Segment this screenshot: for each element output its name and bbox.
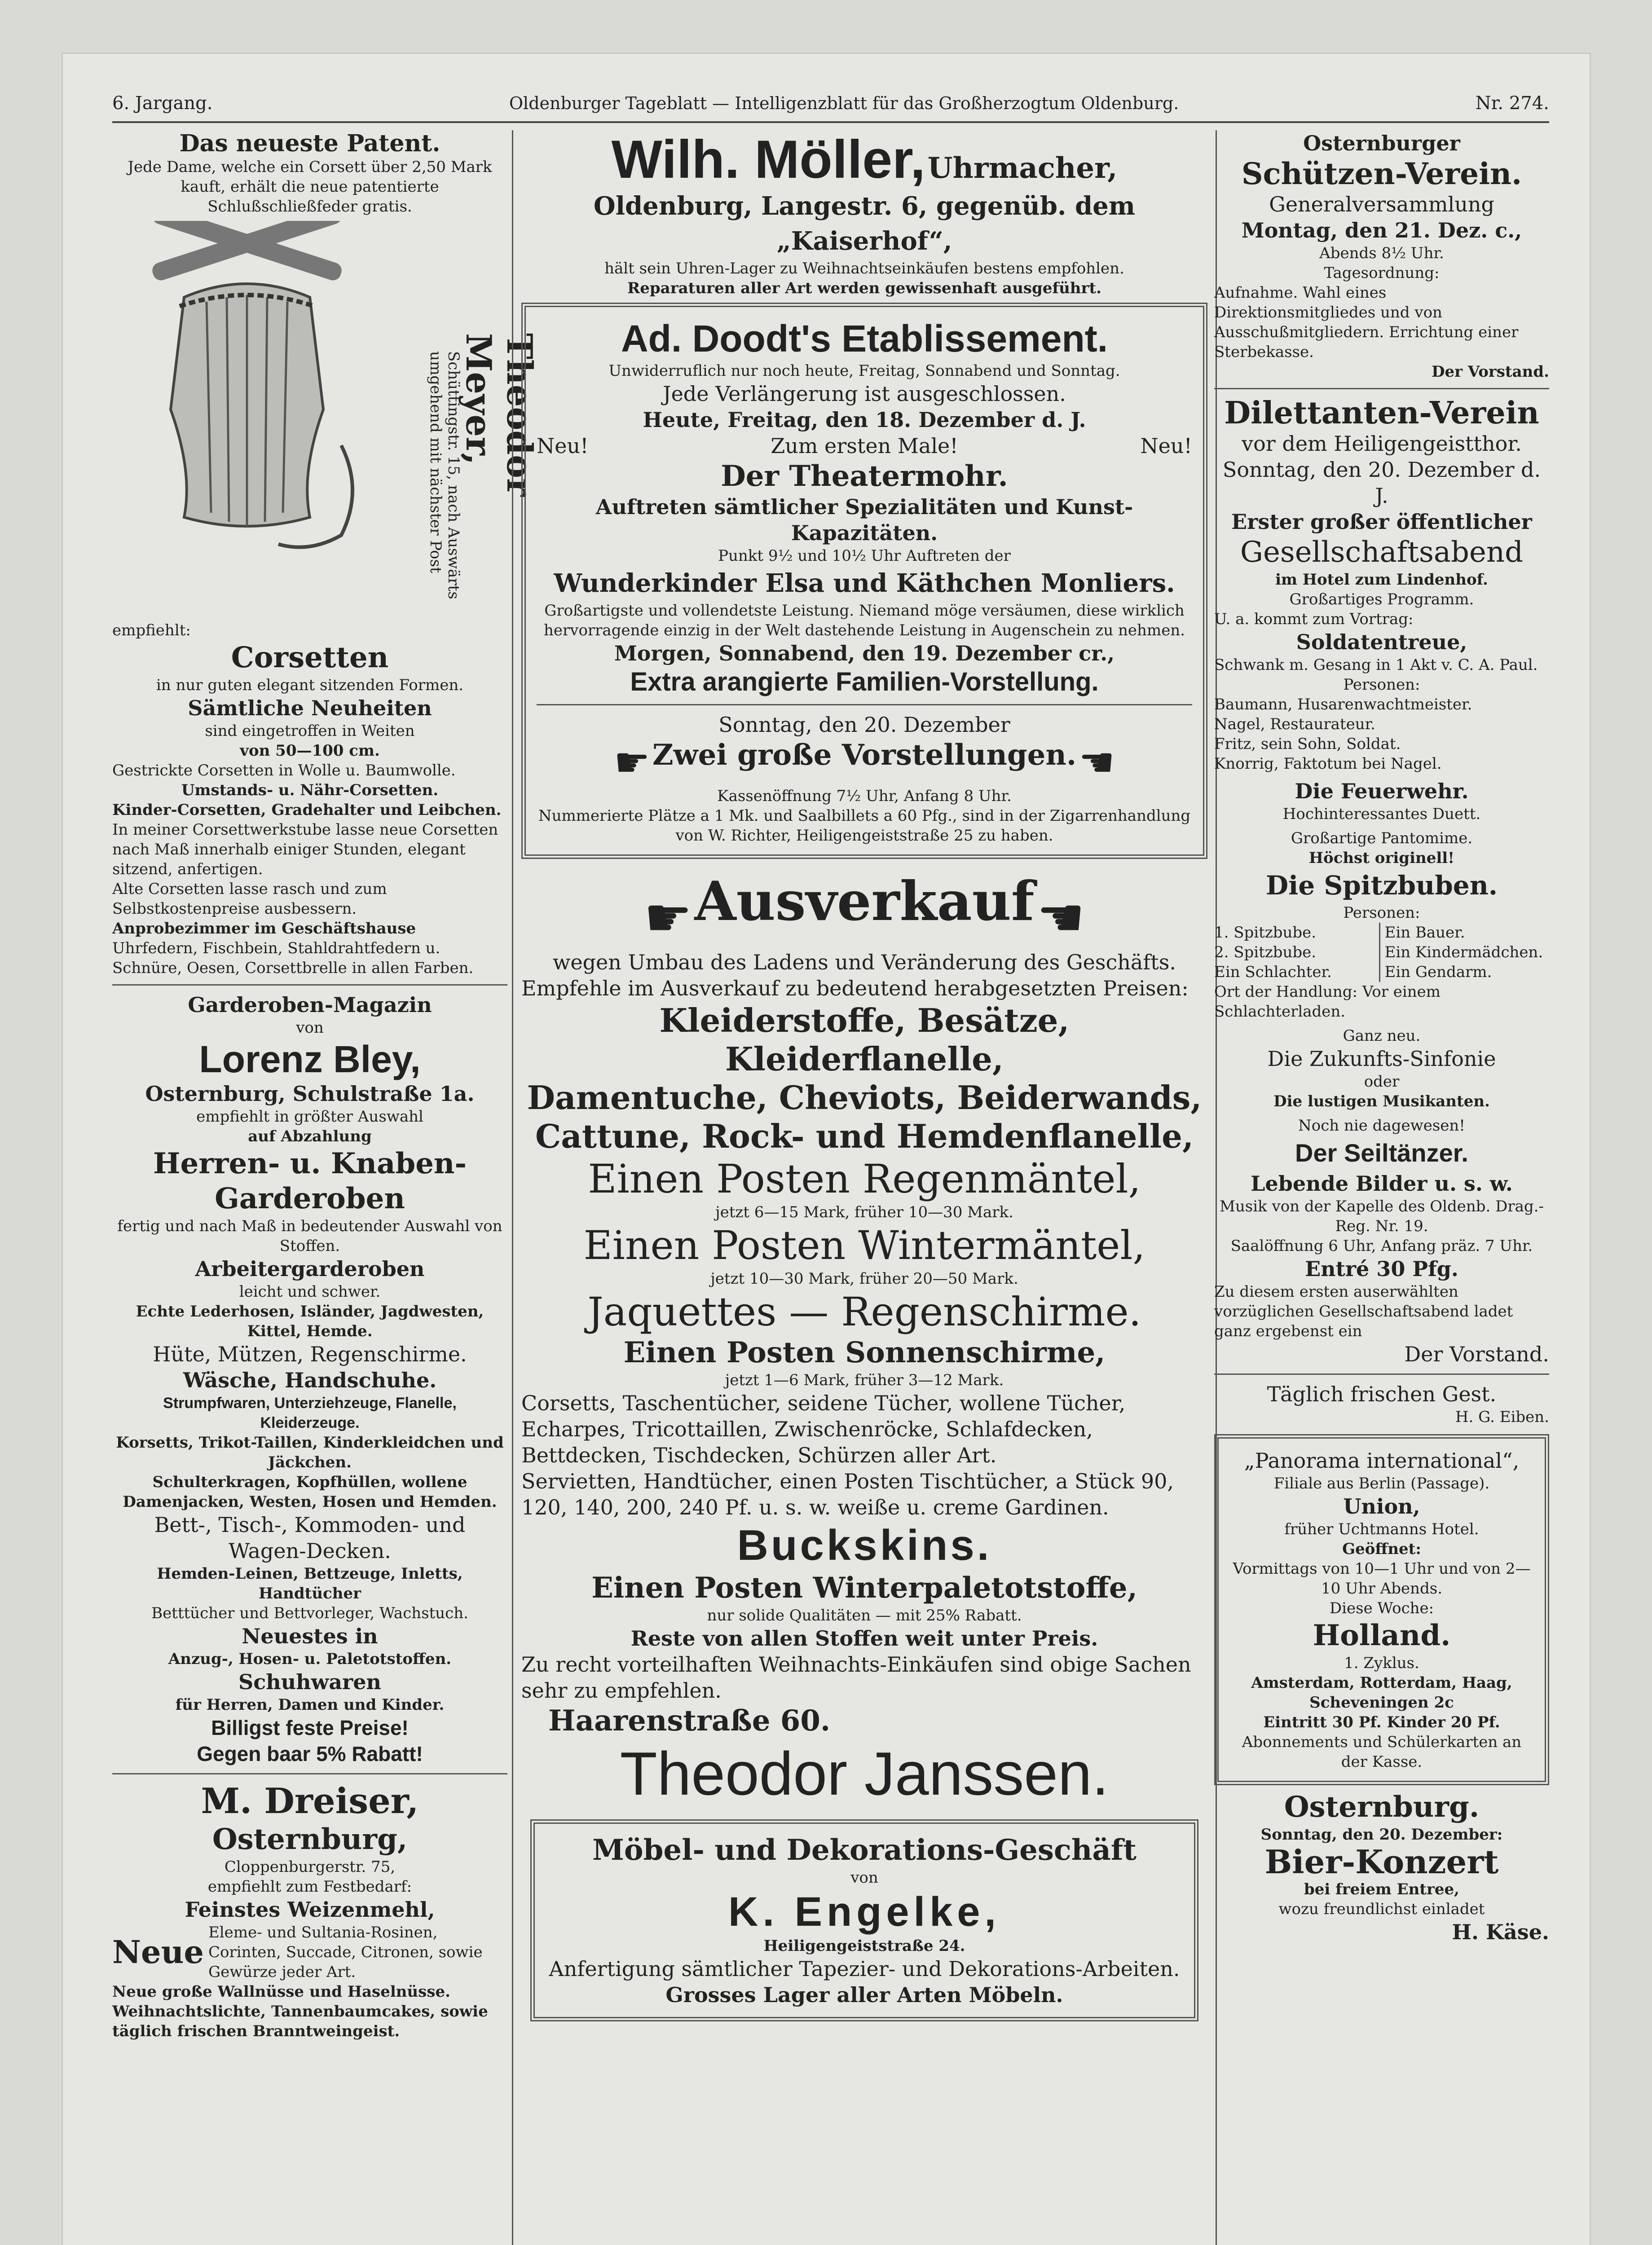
corsetten-line: Uhrfedern, Fischbein, Stahldrahtfedern u. Schnüre, Oesen, Corsettbrelle in allen Farben. (112, 939, 474, 977)
doodt-line: Nummerierte Plätze a 1 Mk. und Saalbillets a 60 Pfg., sind in der Zigarrenhandlung von W. Richter, Heiligengeiststraße 25 zu haben. (538, 807, 1191, 845)
cast-role: 1. Spitzbube. (1214, 924, 1317, 942)
garderobe-line: Hüte, Mützen, Regenschirme. (153, 1342, 467, 1366)
doodt-line: Heute, Freitag, den 18. Dezember d. J. (643, 408, 1086, 432)
empfiehlt: empfiehlt: (112, 621, 191, 639)
column-middle (512, 130, 1217, 2245)
divider (112, 984, 507, 986)
corset-ad (112, 216, 540, 621)
garderobe-line: Betttücher und Bettvorleger, Wachstuch. (151, 1604, 468, 1622)
divider (537, 704, 1192, 705)
dilett-line: vor dem Heiligengeistthor. (1242, 431, 1522, 456)
garderobe-name: Lorenz Bley, (199, 1038, 421, 1080)
kaese-line: Sonntag, den 20. Dezember: (1260, 1826, 1503, 1844)
kaese-line: wozu freundlichst einladet (1278, 1900, 1485, 1918)
ausverkauf-line: Empfehle im Ausverkauf zu bedeutend herabgesetzten Preisen: (521, 976, 1189, 1000)
ausverkauf-line: Einen Posten Sonnenschirme, (623, 1336, 1106, 1369)
engelke-line: Möbel- und Dekorations-Geschäft (592, 1833, 1137, 1867)
dilett-line: Der Seiltänzer. (1295, 1139, 1468, 1167)
patent-text: Jede Dame, welche ein Corsett über 2,50 Mark kauft, erhält die neue patentierte Schlußschließfeder gratis. (128, 158, 492, 216)
cast-right (1380, 923, 1550, 982)
dreiser-neue-block (112, 1923, 507, 1982)
dilett-line: Erster großer öffentlicher (1231, 510, 1532, 534)
garderobe-line: Billigst feste Preise! (211, 1716, 409, 1739)
moeller-trade: Uhrmacher, (927, 151, 1118, 185)
schuetzen-line: Schützen-Verein. (1241, 156, 1522, 191)
corsetten-line: Sämtliche Neuheiten (188, 696, 432, 720)
dreiser-neue: Neue (112, 1933, 204, 1971)
garderobe-line: Echte Lederhosen, Isländer, Jagdwesten, Kittel, Hemde. (136, 1303, 484, 1340)
doodt-ad (521, 303, 1207, 859)
doodt-vorstellungen-row (537, 738, 1192, 786)
patent-title: Das neueste Patent. (179, 130, 441, 157)
ausverkauf-line: Kleiderstoffe, Besätze, Kleiderflanelle, (659, 1001, 1070, 1078)
garderobe-line: fertig und nach Maß in bedeutender Auswahl von Stoffen. (117, 1217, 502, 1255)
header-number: Nr. 274. (1475, 93, 1549, 114)
dilett-line: Der Vorstand. (1404, 1342, 1549, 1366)
doodt-neu-row (537, 433, 1192, 459)
dilett-line: Großartiges Programm. (1289, 590, 1474, 608)
dilett-line: Lebende Bilder u. s. w. (1251, 1171, 1513, 1196)
engelke-von: von (850, 1869, 878, 1887)
garderobe-line: Korsetts, Trikot-Taillen, Kinderkleidchen und Jäckchen. (116, 1434, 504, 1471)
garderobe-line: Hemden-Leinen, Bettzeuge, Inletts, Handtücher (157, 1565, 463, 1602)
dilett-line: Großartige Pantomime. (1291, 829, 1473, 847)
ausverkauf-line: Einen Posten Wintermäntel, (583, 1222, 1145, 1268)
ausverkauf-line: Damentuche, Cheviots, Beiderwands, (527, 1078, 1202, 1117)
dilett-line: Nagel, Restaurateur. (1214, 715, 1375, 733)
schuetzen-line: Der Vorstand. (1432, 363, 1549, 381)
moeller-line: Reparaturen aller Art werden gewissenhaft ausgeführt. (627, 279, 1101, 297)
panorama-line: „Panorama international“, (1244, 1448, 1520, 1473)
dreiser-place: Osternburg, (212, 1822, 408, 1856)
schuetzen-line: Montag, den 21. Dez. c., (1241, 218, 1522, 242)
kaese-line: H. Käse. (1452, 1920, 1549, 1944)
panorama-line: Abonnements und Schülerkarten an der Kasse. (1242, 1733, 1522, 1771)
engelke-line: Grosses Lager aller Arten Möbeln. (665, 1983, 1063, 2007)
ausverkauf-heading (521, 868, 1207, 949)
dilett-line: Fritz, sein Sohn, Soldat. (1214, 735, 1401, 753)
schuetzen-line: Aufnahme. Wahl eines Direktionsmitgliedes und von Ausschußmitgliedern. Errichtung einer Sterbekasse. (1214, 284, 1519, 361)
garderobe-line: Herren- u. Knaben-Garderoben (153, 1147, 467, 1215)
ausverkauf-line: Einen Posten Regenmäntel, (588, 1156, 1141, 1202)
doodt-line: Zum ersten Male! (771, 434, 958, 458)
dreiser-line: Neue große Wallnüsse und Haselnüsse. Weihnachtslichte, Tannenbaumcakes, sowie täglich frischen Branntweingeist. (112, 1983, 488, 2040)
page-header (112, 85, 1549, 123)
eiben-line: Täglich frischen Gest. (1267, 1382, 1497, 1406)
ausverkauf-title: Ausverkauf (694, 870, 1035, 933)
panorama-line: Union, (1343, 1494, 1420, 1519)
doodt-neu: Neu! (537, 434, 589, 458)
garderobe-line: empfiehlt in größter Auswahl (196, 1108, 423, 1126)
dilett-line: Gesellschaftsabend (1240, 536, 1524, 569)
ausverkauf-line: Cattune, Rock- und Hemdenflanelle, (535, 1117, 1194, 1155)
doodt-line: Morgen, Sonnabend, den 19. Dezember cr., (614, 641, 1115, 665)
dilett-line: Die Feuerwehr. (1295, 779, 1469, 803)
ausverkauf-line: jetzt 6—15 Mark, früher 10—30 Mark. (715, 1203, 1013, 1221)
panorama-line: Amsterdam, Rotterdam, Haag, Scheveningen 2c (1251, 1674, 1512, 1712)
doodt-title: Ad. Doodt's Etablissement. (621, 317, 1108, 360)
pointing-hand-icon: ☛ (643, 887, 692, 949)
dilett-line: Soldatentreue, (1296, 630, 1467, 654)
corsetten-line: Anprobezimmer im Geschäftshause (112, 920, 416, 938)
cast-role: Ein Bauer. (1384, 924, 1465, 942)
schuetzen-line: Generalversammlung (1269, 192, 1494, 216)
dilett-line: Saalöffnung 6 Uhr, Anfang präz. 7 Uhr. (1230, 1237, 1533, 1255)
garderobe-line: Bett-, Tisch-, Kommoden- und Wagen-Decken. (154, 1513, 466, 1563)
garderobe-von: von (296, 1019, 324, 1037)
janssen-name: Theodor Janssen. (620, 1739, 1109, 1808)
vertical-address: Schüttingstr. 15, nach Auswärts umgehend mit nächster Post (427, 351, 463, 599)
garderobe-line: Anzug-, Hosen- u. Paletotstoffen. (168, 1650, 452, 1668)
moeller-address: Oldenburg, Langestr. 6, gegenüb. dem „Kaiserhof“, (593, 191, 1136, 256)
garderobe-line: Strumpfwaren, Unterziehzeuge, Flanelle, Kleiderzeuge. (163, 1395, 457, 1431)
cast-role: Ein Kindermädchen. (1384, 943, 1543, 961)
dilett-line: Hochinteressantes Duett. (1282, 805, 1481, 823)
panorama-line: Eintritt 30 Pf. Kinder 20 Pf. (1263, 1713, 1500, 1731)
dilett-line: oder (1364, 1073, 1400, 1091)
dilett-cast (1214, 923, 1549, 982)
doodt-line: Jede Verlängerung ist ausgeschlossen. (663, 382, 1066, 406)
ausverkauf-line: Haarenstraße 60. (548, 1704, 831, 1738)
cast-role: 2. Spitzbube. (1214, 943, 1317, 961)
dilett-line: Musik von der Kapelle des Oldenb. Drag.-Reg. Nr. 19. (1220, 1197, 1544, 1235)
doodt-line: Wunderkinder Elsa und Käthchen Monliers. (554, 568, 1175, 598)
doodt-line: Großartigste und vollendetste Leistung. Niemand möge versäumen, diese wirklich hervorragende einzig in der Welt dastehende Leistung in Augenschein zu nehmen. (543, 602, 1185, 639)
dreiser-line: empfiehlt zum Festbedarf: (207, 1878, 412, 1896)
dilett-line: Noch nie dagewesen! (1298, 1117, 1465, 1135)
garderobe-line: Wäsche, Handschuhe. (183, 1368, 437, 1392)
garderobe-line: auf Abzahlung (248, 1127, 372, 1145)
ausverkauf-line: nur solide Qualitäten — mit 25% Rabatt. (707, 1607, 1022, 1624)
dilett-line: Ganz neu. (1343, 1027, 1421, 1045)
panorama-line: Holland. (1313, 1619, 1451, 1652)
corsetten-line: von 50—100 cm. (240, 742, 380, 760)
kaese-line: Bier-Konzert (1264, 1843, 1499, 1881)
ausverkauf-line: Zu recht vorteilhaften Weihnachts-Einkäufen sind obige Sachen sehr zu empfehlen. (521, 1652, 1191, 1703)
dilett-line: Sonntag, den 20. Dezember d. J. (1222, 458, 1541, 508)
schuetzen-line: Osternburger (1303, 131, 1460, 155)
column-right (1208, 130, 1549, 1945)
pointing-hand-icon: ☛ (614, 739, 650, 786)
corsetten-line: Umstands- u. Nähr-Corsetten. (181, 781, 439, 799)
dilett-line: Die Spitzbuben. (1265, 870, 1498, 901)
moeller-line: hält sein Uhren-Lager zu Weihnachtseinkäufen bestens empfohlen. (604, 260, 1124, 277)
garderobe-line: leicht und schwer. (239, 1283, 381, 1301)
vertical-name: Theodor Meyer, (458, 333, 540, 497)
doodt-line: Der Theatermohr. (721, 459, 1008, 493)
panorama-line: Filiale aus Berlin (Passage). (1273, 1475, 1490, 1492)
garderobe-line: für Herren, Damen und Kinder. (175, 1696, 445, 1714)
dreiser-name: M. Dreiser, (201, 1781, 419, 1822)
pointing-hand-icon: ☚ (1079, 739, 1115, 786)
doodt-line: Auftreten sämtlicher Spezialitäten und Kunst-Kapazitäten. (595, 495, 1133, 545)
moeller-ad (521, 130, 1207, 189)
cast-role: Ein Gendarm. (1384, 963, 1492, 981)
ausverkauf-line: Buckskins. (737, 1521, 992, 1569)
pointing-hand-icon: ☚ (1036, 887, 1085, 949)
ausverkauf-line: Corsetts, Taschentücher, seidene Tücher, wollene Tücher, Echarpes, Tricottaillen, Zwischenröcke, Schlafdecken, Bettdecken, Tischdecken, Schürzen aller Art. (521, 1391, 1126, 1467)
garderobe-line: Arbeitergarderoben (195, 1257, 425, 1281)
panorama-line: Vormittags von 10—1 Uhr und von 2—10 Uhr Abends. (1233, 1560, 1531, 1598)
dilett-line: Personen: (1343, 904, 1420, 922)
doodt-line: Sonntag, den 20. Dezember (718, 713, 1010, 737)
cast-left (1214, 923, 1380, 982)
panorama-line: Diese Woche: (1329, 1599, 1434, 1617)
corsetten-line: Alte Corsetten lasse rasch und zum Selbstkostenpreise ausbessern. (112, 880, 387, 918)
moeller-name: Wilh. Möller, (611, 129, 925, 189)
dilett-line: Höchst originell! (1308, 849, 1455, 867)
ausverkauf-line: Einen Posten Winterpaletotstoffe, (591, 1571, 1137, 1605)
doodt-line: Unwiderruflich nur noch heute, Freitag, Sonnabend und Sonntag. (608, 362, 1120, 380)
ausverkauf-line: jetzt 10—30 Mark, früher 20—50 Mark. (710, 1270, 1018, 1288)
garderobe-line: Neuestes in (242, 1624, 378, 1648)
dilett-line: Baumann, Husarenwachtmeister. (1214, 696, 1472, 713)
dilett-line: Die Zukunfts-Sinfonie (1267, 1047, 1496, 1071)
corsetten-line: in nur guten elegant sitzenden Formen. (156, 676, 464, 694)
dilett-line: Ort der Handlung: Vor einem Schlachterladen. (1214, 983, 1441, 1021)
garderobe-title: Garderoben-Magazin (188, 993, 432, 1017)
corsetten-title: Corsetten (231, 641, 389, 674)
divider (1214, 1373, 1549, 1375)
engelke-name: K. Engelke, (728, 1889, 1000, 1935)
dreiser-line: Eleme- und Sultania-Rosinen, Corinten, Succade, Citronen, sowie Gewürze jeder Art. (208, 1924, 483, 1981)
panorama-line: 1. Zyklus. (1344, 1654, 1419, 1672)
garderobe-line: Gegen baar 5% Rabatt! (197, 1742, 423, 1765)
dreiser-address: Cloppenburgerstr. 75, (224, 1858, 396, 1876)
garderobe-address: Osternburg, Schulstraße 1a. (145, 1082, 475, 1106)
dilett-line: Knorrig, Faktotum bei Nagel. (1214, 755, 1442, 773)
kaese-line: Osternburg. (1284, 1790, 1480, 1824)
corsetten-line: Kinder-Corsetten, Gradehalter und Leibchen. (112, 801, 502, 819)
engelke-line: Anfertigung sämtlicher Tapezier- und Dekorations-Arbeiten. (549, 1957, 1180, 1981)
dilett-line: Entré 30 Pfg. (1305, 1257, 1458, 1281)
schuetzen-line: Abends 8½ Uhr. (1319, 244, 1444, 262)
eiben-line: H. G. Eiben. (1455, 1408, 1549, 1426)
doodt-line: Kassenöffnung 7½ Uhr, Anfang 8 Uhr. (717, 787, 1012, 805)
dilett-line: Die lustigen Musikanten. (1273, 1092, 1490, 1110)
divider (112, 1773, 507, 1774)
panorama-line: Geöffnet: (1342, 1540, 1421, 1558)
kaese-line: bei freiem Entree, (1304, 1880, 1460, 1898)
cast-role: Ein Schlachter. (1214, 963, 1332, 981)
doodt-neu: Neu! (1140, 434, 1192, 458)
header-volume: 6. Jargang. (112, 93, 213, 114)
dilett-line: Zu diesem ersten auserwählten vorzüglichen Gesellschaftsabend ladet ganz ergebenst ein (1214, 1283, 1513, 1340)
panorama-line: früher Uchtmanns Hotel. (1284, 1520, 1479, 1538)
header-masthead: Oldenburger Tageblatt — Intelligenzblatt für das Großherzogtum Oldenburg. (509, 93, 1179, 113)
schuetzen-line: Tagesordnung: (1324, 264, 1440, 282)
ausverkauf-line: jetzt 1—6 Mark, früher 3—12 Mark. (725, 1371, 1004, 1389)
corsetten-line: sind eingetroffen in Weiten (205, 722, 415, 740)
corset-illustration (130, 221, 364, 562)
divider (1214, 388, 1549, 389)
garderobe-line: Schulterkragen, Kopfhüllen, wollene Damenjacken, Westen, Hosen und Hemden. (123, 1473, 497, 1511)
ausverkauf-line: wegen Umbau des Ladens und Veränderung des Geschäfts. (553, 950, 1176, 974)
doodt-line: Punkt 9½ und 10½ Uhr Auftreten der (718, 547, 1011, 565)
panorama-ad (1214, 1434, 1549, 1785)
doodt-line: Zwei große Vorstellungen. (652, 738, 1077, 772)
corsetten-line: In meiner Corsettwerkstube lasse neue Corsetten nach Maß innerhalb einiger Stunden, elegant sitzend, anfertigen. (112, 821, 498, 878)
ausverkauf-line: Jaquettes — Regenschirme. (587, 1289, 1141, 1335)
garderobe-line: Schuhwaren (238, 1670, 381, 1694)
corsetten-line: Gestrickte Corsetten in Wolle u. Baumwolle. (112, 762, 456, 779)
dilett-line: Schwank m. Gesang in 1 Akt v. C. A. Paul. (1214, 656, 1538, 674)
dreiser-line: Feinstes Weizenmehl, (185, 1897, 435, 1922)
engelke-address: Heiligengeiststraße 24. (763, 1937, 965, 1955)
doodt-line: Extra arangierte Familien-Vorstellung. (630, 667, 1099, 696)
dilett-line: Dilettanten-Verein (1224, 395, 1539, 431)
dilett-line: U. a. kommt zum Vortrag: (1214, 610, 1414, 628)
ausverkauf-line: Reste von allen Stoffen weit unter Preis. (630, 1626, 1098, 1651)
ausverkauf-line: Servietten, Handtücher, einen Posten Tischtücher, a Stück 90, 120, 140, 200, 240 Pf. u. s. w. weiße u. creme Gardinen. (521, 1469, 1174, 1519)
dilett-line: im Hotel zum Lindenhof. (1275, 571, 1488, 589)
column-left (112, 130, 540, 2041)
engelke-ad (530, 1819, 1198, 2021)
dilett-line: Personen: (1343, 676, 1420, 694)
